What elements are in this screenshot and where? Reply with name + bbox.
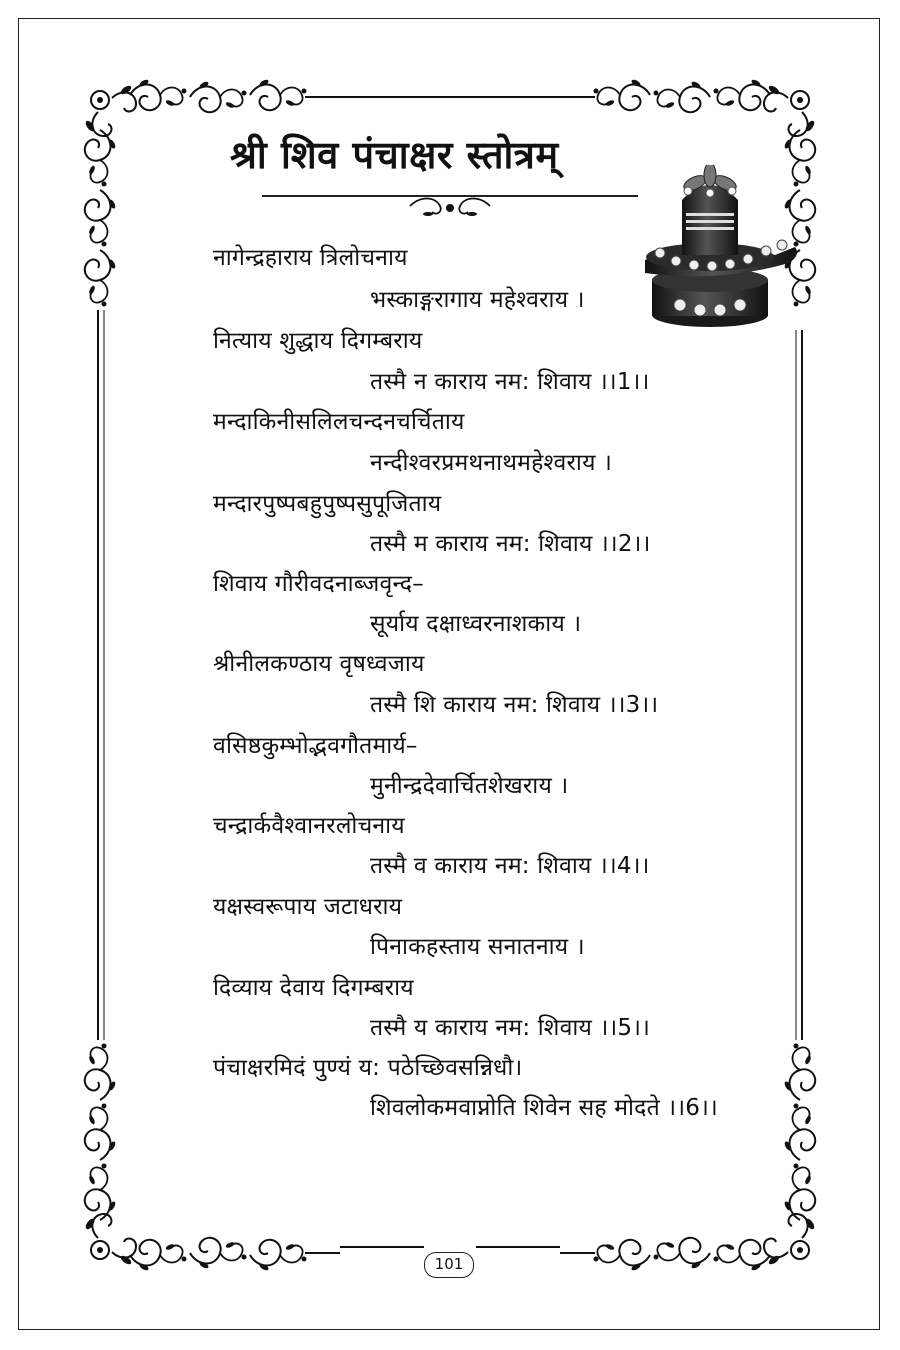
shiva-lingam-icon bbox=[640, 165, 800, 335]
verse-1-line-3: नित्याय शुद्धाय दिगम्बराय bbox=[213, 328, 423, 354]
verse-4-line-2: मुनीन्द्रदेवार्चितशेखराय । bbox=[370, 773, 569, 799]
verse-4-line-4: तस्मै व काराय नम: शिवाय ।।4।। bbox=[370, 853, 650, 879]
verse-5-line-1: यक्षस्वरूपाय जटाधराय bbox=[213, 894, 403, 920]
title-underline bbox=[262, 195, 638, 197]
verse-5-line-4: तस्मै य काराय नम: शिवाय ।।5।। bbox=[370, 1015, 651, 1041]
page-number: 101 bbox=[424, 1252, 474, 1278]
verse-2-line-4: तस्मै म काराय नम: शिवाय ।।2।। bbox=[370, 531, 651, 557]
verse-6-line-2: शिवलोकमवाप्नोति शिवेन सह मोदते ।।6।। bbox=[370, 1095, 718, 1121]
verse-2-line-3: मन्दारपुष्पबहुपुष्पसुपूजिताय bbox=[213, 491, 442, 517]
verse-3-line-3: श्रीनीलकण्ठाय वृषध्वजाय bbox=[213, 651, 425, 677]
verse-5-line-2: पिनाकहस्ताय सनातनाय । bbox=[370, 934, 585, 960]
verse-1-line-4: तस्मै न काराय नम: शिवाय ।।1।। bbox=[370, 369, 650, 395]
verse-4-line-1: वसिष्ठकुम्भोद्भवगौतमार्य– bbox=[213, 733, 418, 759]
verse-3-line-2: सूर्याय दक्षाध्वरनाशकाय । bbox=[370, 611, 582, 637]
verse-4-line-3: चन्द्रार्कवैश्वानरलोचनाय bbox=[213, 813, 405, 839]
verse-3-line-4: तस्मै शि काराय नम: शिवाय ।।3।। bbox=[370, 692, 659, 718]
verse-2-line-1: मन्दाकिनीसलिलचन्दनचर्चिताय bbox=[213, 409, 465, 435]
verse-3-line-1: शिवाय गौरीवदनाब्जवृन्द– bbox=[213, 571, 424, 597]
verse-6-line-1: पंचाक्षरमिदं पुण्यं य: पठेच्छिवसन्निधौ। bbox=[213, 1055, 523, 1081]
verse-5-line-3: दिव्याय देवाय दिगम्बराय bbox=[213, 975, 414, 1001]
page-title: श्री शिव पंचाक्षर स्तोत्रम् bbox=[230, 132, 559, 177]
verse-1-line-2: भस्काङ्गरागाय महेश्वराय । bbox=[370, 287, 585, 313]
verse-2-line-2: नन्दीश्वरप्रमथनाथमहेश्वराय । bbox=[370, 450, 613, 476]
verse-1-line-1: नागेन्द्रहाराय त्रिलोचनाय bbox=[213, 245, 408, 271]
